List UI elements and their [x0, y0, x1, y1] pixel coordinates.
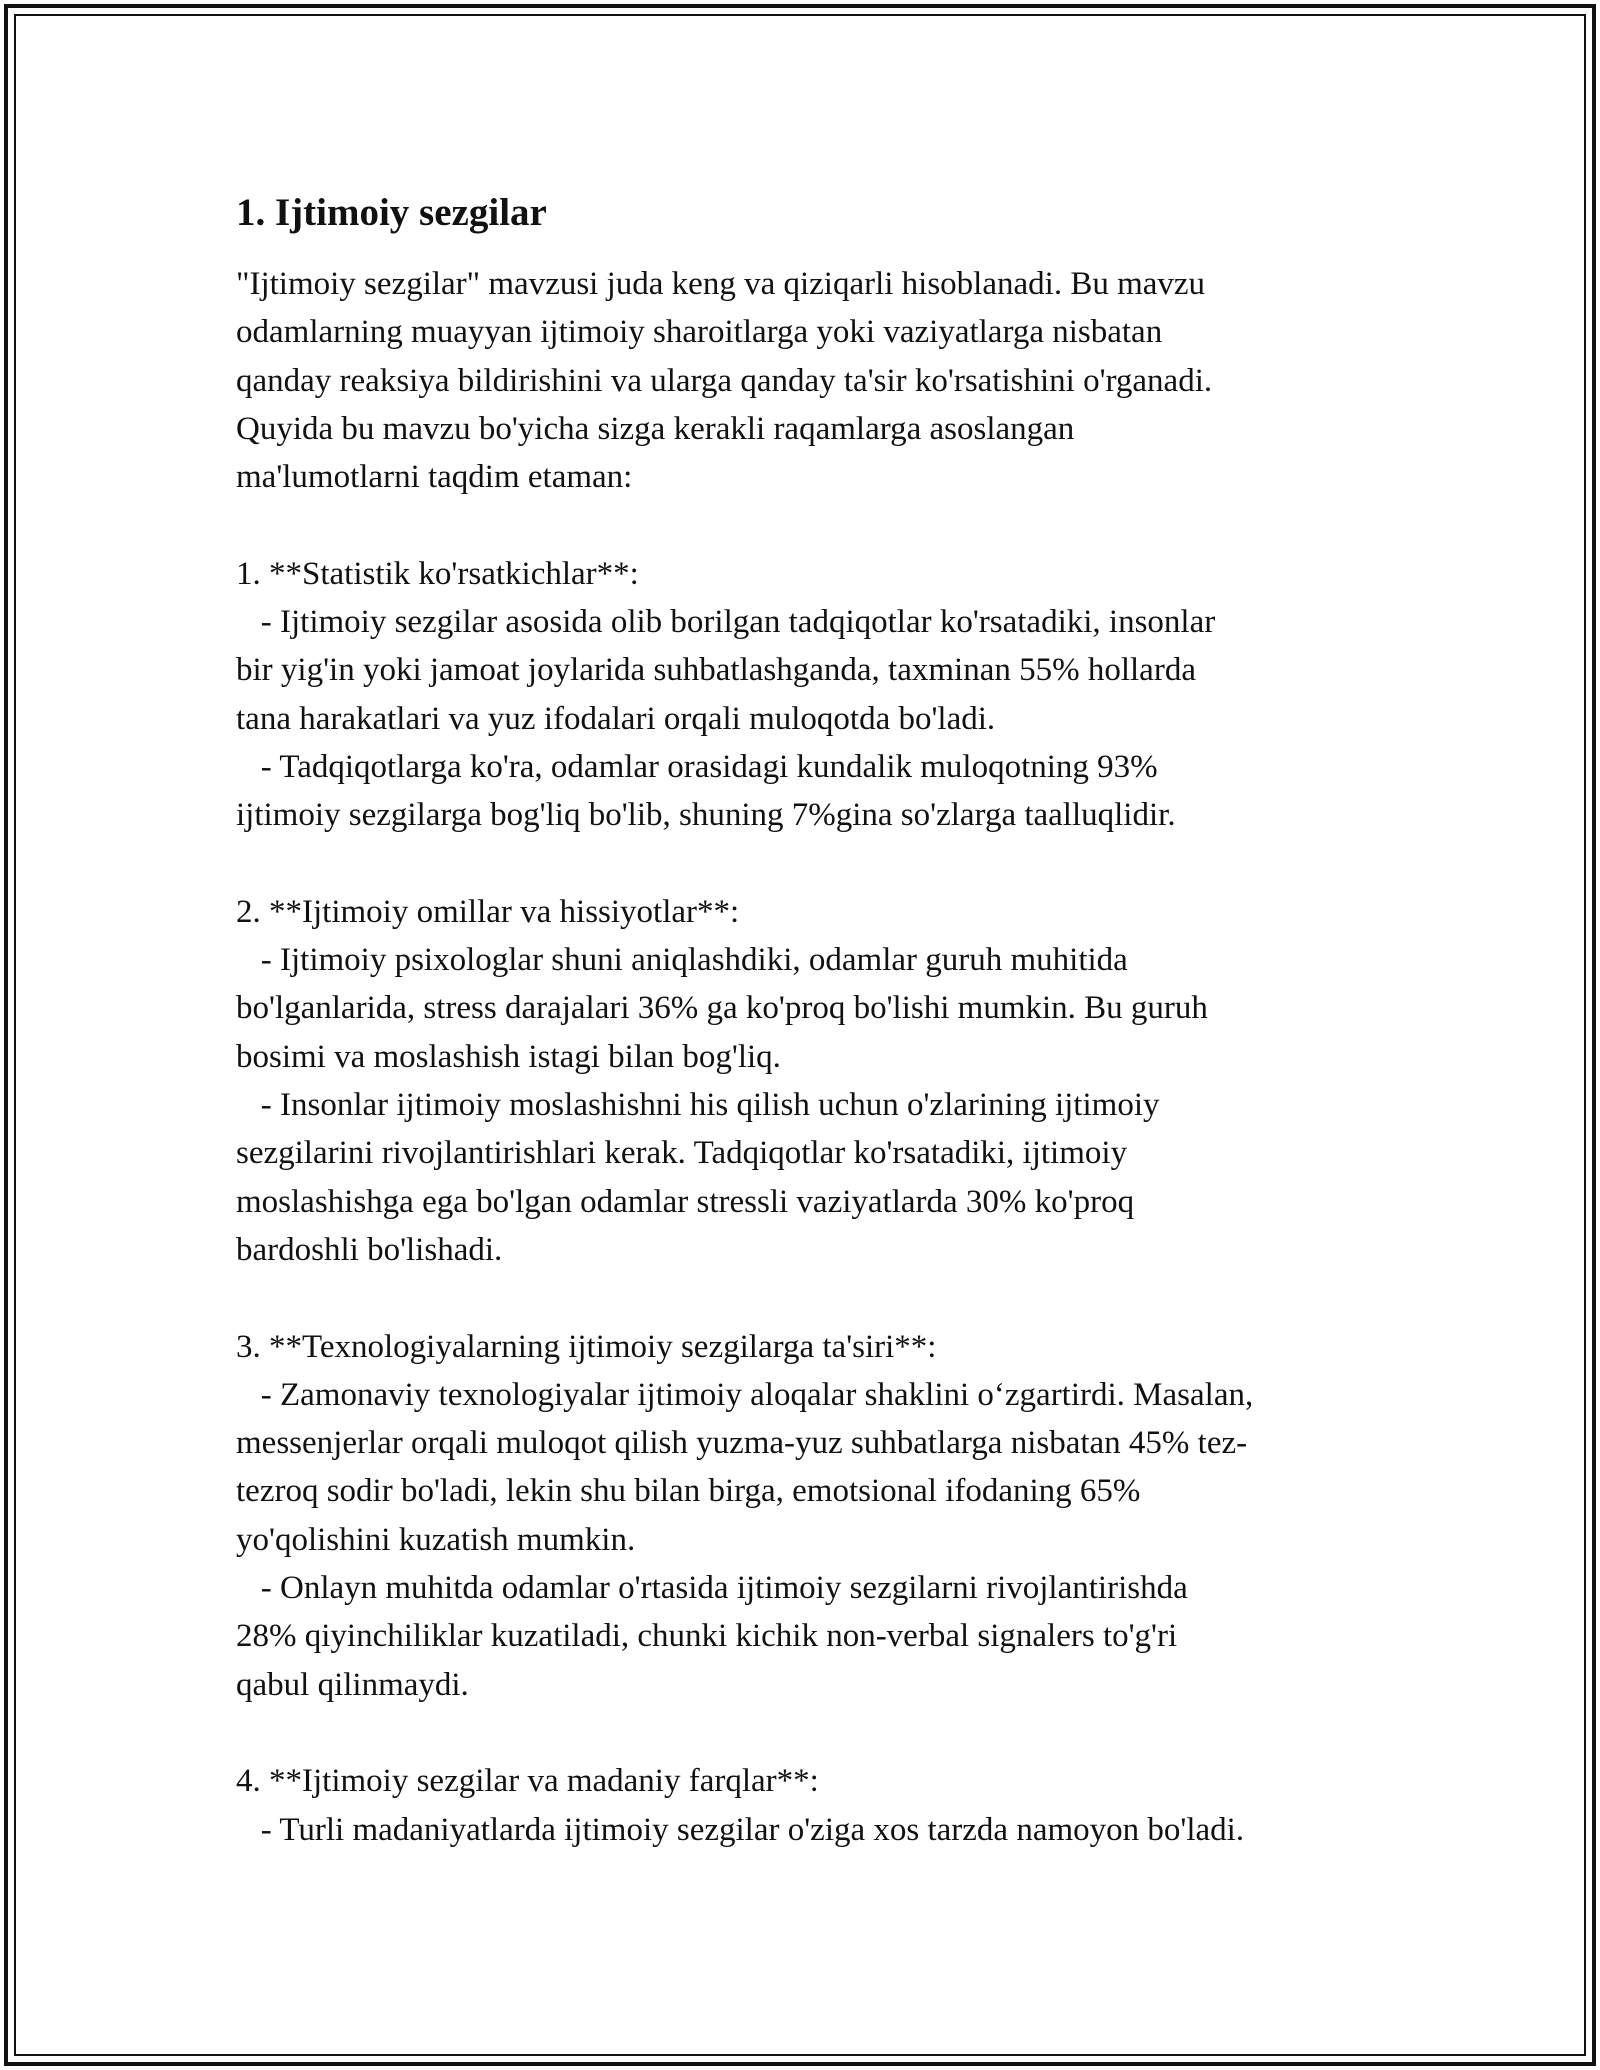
text-line: Quyida bu mavzu bo'yicha sizga kerakli raqamlarga asoslangan: [236, 410, 1075, 447]
text-line: - Turli madaniyatlarda ijtimoiy sezgilar o'ziga xos tarzda namoyon bo'ladi.: [236, 1811, 1245, 1848]
document-title: 1. Ijtimoiy sezgilar: [236, 191, 547, 234]
text-line: 28% qiyinchiliklar kuzatiladi, chunki kichik non-verbal signalers to'g'ri: [236, 1618, 1178, 1655]
document-content: [236, 188, 1386, 1854]
section-heading-1: 1. **Statistik ko'rsatkichlar**:: [236, 555, 639, 592]
blank-line: [236, 501, 1386, 549]
text-line: bo'lganlarida, stress darajalari 36% ga ko'proq bo'lishi mumkin. Bu guruh: [236, 990, 1208, 1027]
text-line: "Ijtimoiy sezgilar" mavzusi juda keng va qiziqarli hisoblanadi. Bu mavzu: [236, 266, 1206, 302]
text-line: ijtimoiy sezgilarga bog'liq bo'lib, shuning 7%gina so'zlarga taalluqlidir.: [236, 797, 1176, 834]
text-line: messenjerlar orqali muloqot qilish yuzma-yuz suhbatlarga nisbatan 45% tez-: [236, 1425, 1248, 1462]
text-line: - Tadqiqotlarga ko'ra, odamlar orasidagi kundalik muloqotning 93%: [236, 748, 1158, 785]
text-line: tezroq sodir bo'ladi, lekin shu bilan birga, emotsional ifodaning 65%: [236, 1473, 1141, 1510]
section-heading-3: 3. **Texnologiyalarning ijtimoiy sezgilarga ta'siri**:: [236, 1328, 937, 1365]
text-line: yo'qolishini kuzatish mumkin.: [236, 1521, 636, 1558]
text-line: bosimi va moslashish istagi bilan bog'liq.: [236, 1038, 781, 1075]
text-line: - Onlayn muhitda odamlar o'rtasida ijtimoiy sezgilarni rivojlantirishda: [236, 1570, 1188, 1607]
blank-line: [236, 1274, 1386, 1322]
text-line: bardoshli bo'lishadi.: [236, 1231, 503, 1268]
document-body: [236, 260, 1386, 1854]
text-line: moslashishga ega bo'lgan odamlar stressli vaziyatlarda 30% ko'proq: [236, 1183, 1135, 1220]
text-line: bir yig'in yoki jamoat joylarida suhbatlashganda, taxminan 55% hollarda: [236, 652, 1196, 689]
blank-line: [236, 1709, 1386, 1757]
text-line: sezgilarini rivojlantirishlari kerak. Tadqiqotlar ko'rsatadiki, ijtimoiy: [236, 1135, 1128, 1172]
text-line: tana harakatlari va yuz ifodalari orqali muloqotda bo'ladi.: [236, 700, 996, 737]
text-line: - Insonlar ijtimoiy moslashishni his qilish uchun o'zlarining ijtimoiy: [236, 1087, 1160, 1124]
section-heading-4: 4. **Ijtimoiy sezgilar va madaniy farqlar**:: [236, 1763, 819, 1800]
text-line: - Ijtimoiy psixologlar shuni aniqlashdiki, odamlar guruh muhitida: [236, 942, 1128, 979]
text-line: - Ijtimoiy sezgilar asosida olib borilgan tadqiqotlar ko'rsatadiki, insonlar: [236, 604, 1216, 641]
text-line: qanday reaksiya bildirishini va ularga qanday ta'sir ko'rsatishini o'rganadi.: [236, 362, 1213, 399]
section-heading-2: 2. **Ijtimoiy omillar va hissiyotlar**:: [236, 893, 740, 930]
text-line: qabul qilinmaydi.: [236, 1666, 469, 1703]
text-line: ma'lumotlarni taqdim etaman:: [236, 459, 633, 496]
text-line: odamlarning muayyan ijtimoiy sharoitlarga yoki vaziyatlarga nisbatan: [236, 314, 1163, 351]
blank-line: [236, 840, 1386, 888]
text-line: - Zamonaviy texnologiyalar ijtimoiy aloqalar shaklini o‘zgartirdi. Masalan,: [236, 1376, 1254, 1413]
